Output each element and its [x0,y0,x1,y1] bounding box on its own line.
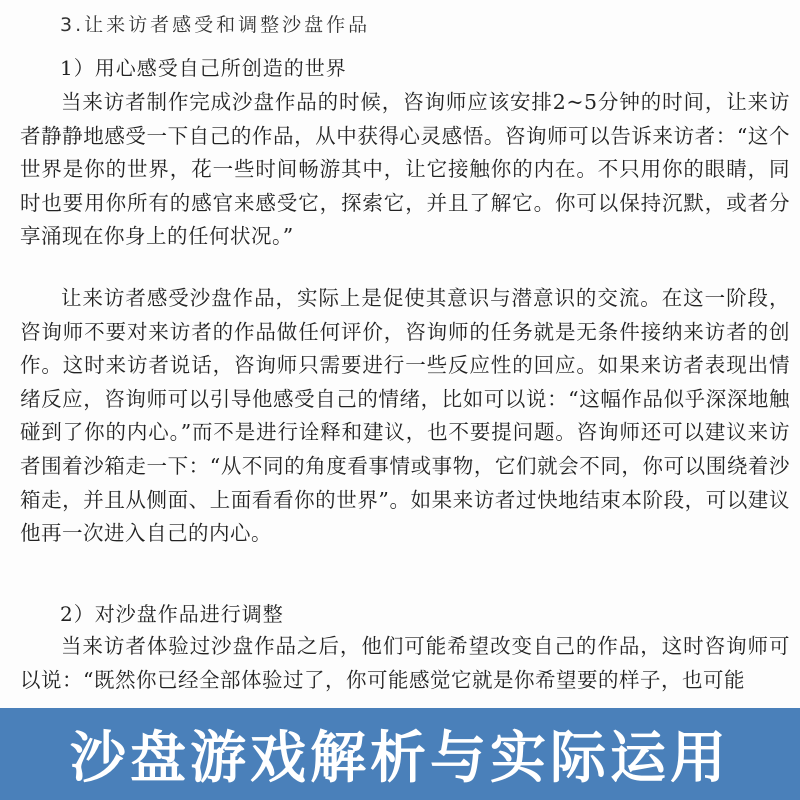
paragraph-1: 当来访者制作完成沙盘作品的时候，咨询师应该安排2~5分钟的时间，让来访者静静地感受一下自己的作品，从中获得心灵感悟。咨询师可以告诉来访者：“这个世界是你的世界，花一些时间畅游其中，让它接触你的内在。不只用你的眼睛，同时也要用你所有的感官来感受它，探索它，并且了解它。你可以保持沉默，或者分享涌现在你身上的任何状况。” [20,90,790,249]
paragraph-2: 让来访者感受沙盘作品，实际上是促使其意识与潜意识的交流。在这一阶段，咨询师不要对来访者的作品做任何评价，咨询师的任务就是无条件接纳来访者的创作。这时来访者说话，咨询师只需要进行一些反应性的回应。如果来访者表现出情绪反应，咨询师可以引导他感受自己的情绪，比如可以说：“这幅作品似乎深深地触碰到了你的内心。”而不是进行诠释和建议，也不要提问题。咨询师还可以建议来访者围着沙箱走一下：“从不同的角度看事情或事物，它们就会不同，你可以围绕着沙箱走，并且从侧面、上面看看你的世界”。如果来访者过快地结束本阶段，可以建议他再一次进入自己的内心。 [20,286,790,546]
subsection-heading-2: 2）对沙盘作品进行调整 [60,602,284,626]
paragraph-3: 当来访者体验过沙盘作品之后，他们可能希望改变自己的作品，这时咨询师可以说：“既然你已经全部体验过了，你可能感觉它就是你希望要的样子，也可能 [20,634,790,692]
banner-title: 沙盘游戏解析与实际运用 [70,726,730,791]
section-title: 3.让来访者感受和调整沙盘作品 [60,14,371,36]
subsection-heading-1: 1）用心感受自己所创造的世界 [60,56,347,80]
title-banner [0,708,800,800]
